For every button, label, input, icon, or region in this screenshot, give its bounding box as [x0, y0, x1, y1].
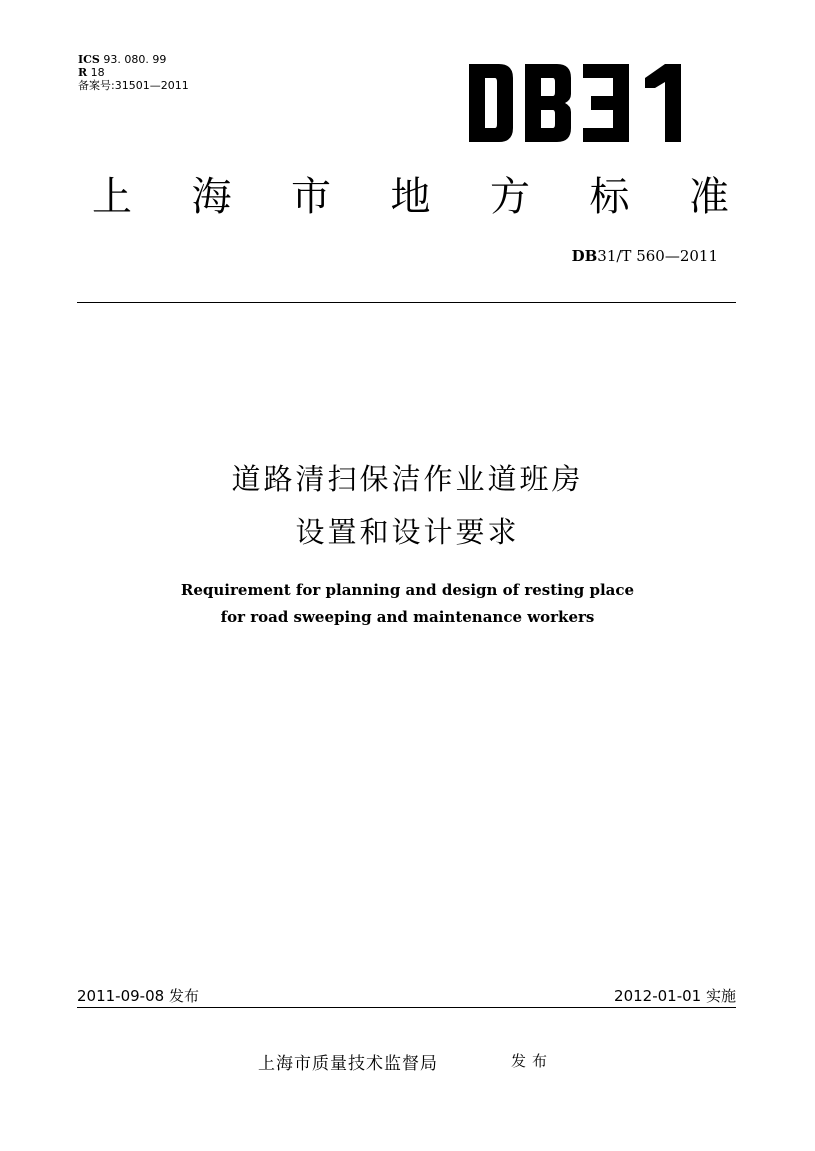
issue-date: 2011-09-08 发布 — [77, 987, 199, 1005]
publish-action: 发布 — [511, 1052, 554, 1070]
class-line — [78, 66, 189, 79]
title-char: 市 — [291, 173, 331, 220]
title-char: 地 — [390, 173, 431, 220]
title-char: 标 — [589, 173, 630, 220]
document-title-cn-line1: 道路清扫保洁作业道班房 — [231, 462, 584, 496]
db31-logo — [469, 64, 691, 142]
document-title-cn-line2: 设置和设计要求 — [295, 515, 520, 549]
standard-number-rest: 31/T 560—2011 — [597, 247, 718, 265]
record-number: 备案号:31501—2011 — [78, 79, 189, 92]
standard-type-title — [88, 163, 733, 223]
effective-date: 2012-01-01 实施 — [614, 987, 736, 1005]
title-char: 方 — [490, 173, 530, 220]
bottom-divider — [77, 1007, 736, 1008]
document-title-en-line2: for road sweeping and maintenance workers — [220, 608, 595, 626]
class-code: 18 — [90, 66, 105, 79]
standard-number-prefix: DB — [571, 247, 598, 265]
class-label: R — [78, 66, 88, 79]
ics-label: ICS — [78, 53, 100, 66]
title-char: 准 — [689, 173, 729, 220]
ics-code: 93. 080. 99 — [103, 53, 167, 66]
standard-number — [572, 247, 718, 265]
top-divider — [77, 302, 736, 303]
header-meta — [78, 53, 189, 92]
title-char: 上 — [92, 173, 132, 220]
publisher-name: 上海市质量技术监督局 — [258, 1054, 438, 1074]
db31-logo-mark — [469, 64, 691, 142]
document-title-en-line1: Requirement for planning and design of resting place — [180, 581, 635, 599]
title-char: 海 — [191, 173, 232, 220]
ics-line — [78, 53, 189, 66]
